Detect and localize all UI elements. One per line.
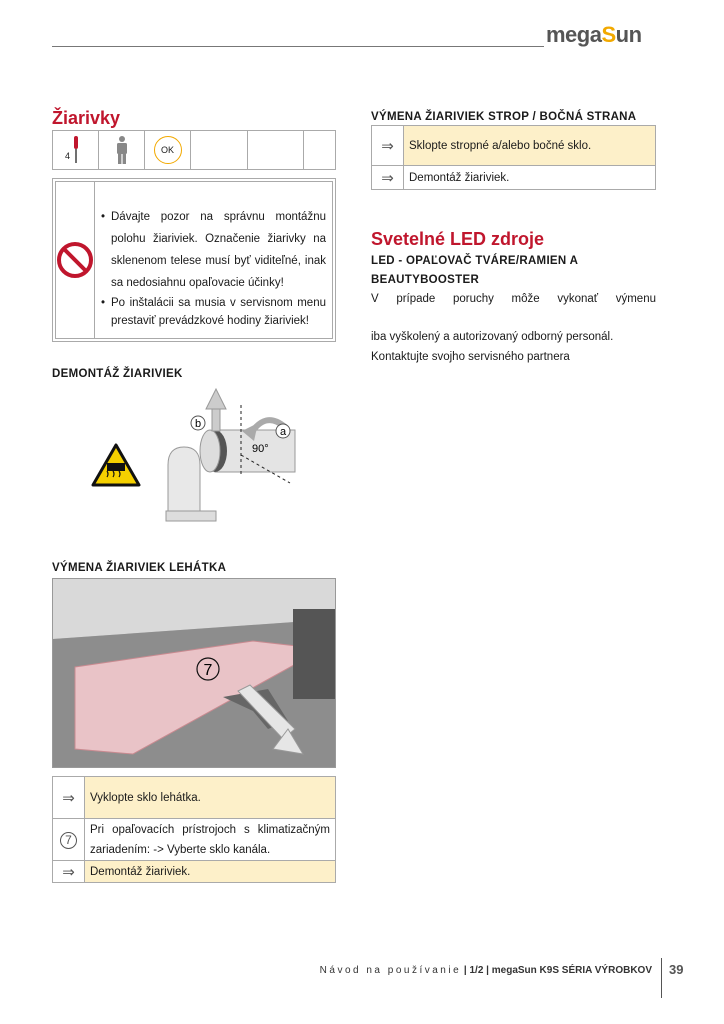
heading-demontaz: DEMONTÁŽ ŽIARIVIEK	[52, 368, 183, 380]
footer-part: 1/2	[469, 965, 484, 976]
strop-steps-table	[371, 125, 656, 190]
heading-strop: VÝMENA ŽIARIVIEK STROP / BOČNÁ STRANA	[371, 111, 637, 123]
warning-bullet: • Po inštalácii sa musia v servisnom menu prestaviť prevádzkové hodiny žiariviek!	[101, 294, 326, 330]
footer-product: megaSun K9S SÉRIA VÝROBKOV	[491, 965, 652, 976]
warning-inner	[55, 181, 333, 339]
lehatka-steps-table	[52, 776, 336, 883]
ok-badge: OK	[154, 136, 182, 164]
label-b: b	[194, 418, 202, 430]
person-icon	[114, 135, 130, 165]
step-text: Pri opaľovacích prístrojoch s klimatizačným zariadením: -> Vyberte sklo kanála.	[85, 819, 336, 861]
tube-rotation-icon	[80, 385, 320, 525]
label-a: a	[279, 426, 287, 438]
step-row	[53, 861, 336, 883]
tube-removal-illustration	[80, 385, 320, 525]
footer-divider	[661, 958, 662, 998]
warning-list	[95, 182, 332, 338]
warning-box	[52, 178, 336, 342]
step-text: Demontáž žiariviek.	[85, 861, 336, 883]
screwdriver-number: 4	[65, 151, 71, 161]
section-title-led: Svetelné LED zdroje	[371, 229, 545, 249]
page-number: 39	[669, 962, 684, 977]
heading-vymena-lehatka: VÝMENA ŽIARIVIEK LEHÁTKA	[52, 562, 227, 574]
led-paragraph: iba vyškolený a autorizovaný odborný personál.	[371, 331, 614, 343]
tools-table	[52, 130, 336, 170]
step-row	[53, 777, 336, 819]
prohibition-icon	[56, 241, 94, 279]
section-title-ziarivky: Žiarivky	[52, 108, 121, 128]
empty-cell	[304, 131, 335, 169]
arrow-right-icon: ⇒	[372, 166, 404, 190]
step-text: Sklopte stropné a/alebo bočné sklo.	[404, 126, 656, 166]
photo-marker: 7	[203, 662, 213, 679]
warning-icon-column	[56, 182, 95, 338]
arrow-right-icon: ⇒	[372, 126, 404, 166]
arrow-right-icon: ⇒	[53, 777, 85, 819]
megasun-logo: megaSun	[546, 22, 642, 47]
arrow-right-icon: ⇒	[53, 861, 85, 883]
led-paragraph: V prípade poruchy môže vykonať výmenu	[371, 293, 656, 305]
step-text: Demontáž žiariviek.	[404, 166, 656, 190]
led-paragraph: Kontaktujte svojho servisného partnera	[371, 351, 570, 363]
step-text: Vyklopte sklo lehátka.	[85, 777, 336, 819]
step-marker: 7	[53, 819, 85, 861]
warning-bullet: • Dávajte pozor na správnu montážnu polohu žiariviek. Označenie žiarivky na sklenenom telese musí byť viditeľné, inak sa nedosiahnu opaľovacie účinky!	[101, 206, 326, 294]
screwdriver-cell	[53, 131, 99, 169]
person-cell	[99, 131, 145, 169]
angle-label: 90°	[252, 443, 269, 455]
screwdriver-icon	[69, 135, 83, 165]
empty-cell	[248, 131, 304, 169]
header-rule	[52, 46, 544, 47]
step-row	[372, 126, 656, 166]
led-subtitle: LED - OPAĽOVAČ TVÁRE/RAMIEN A BEAUTYBOOSTER	[371, 255, 578, 286]
step-row	[53, 819, 336, 861]
ok-cell	[145, 131, 191, 169]
footer-text: Návod na používanie | 1/2 | megaSun K9S SÉRIA VÝROBKOV	[319, 965, 652, 976]
empty-cell	[191, 131, 248, 169]
sunbed-photo	[52, 578, 336, 768]
step-row	[372, 166, 656, 190]
footer-manual: Návod na používanie	[319, 965, 462, 976]
